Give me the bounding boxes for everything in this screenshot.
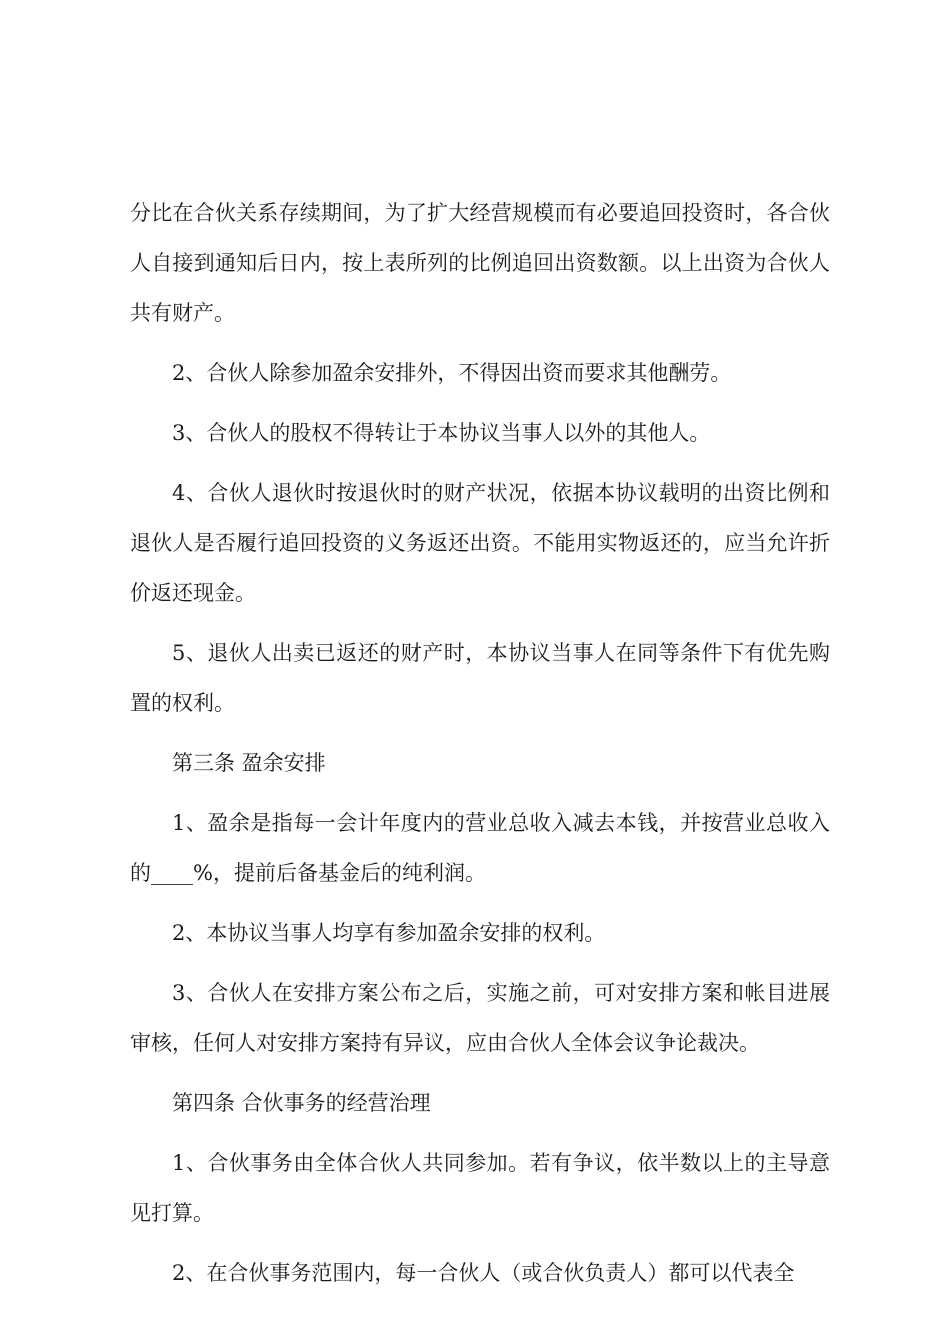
paragraph-item-5: 5、退伙人出卖已返还的财产时，本协议当事人在同等条件下有优先购置的权利。: [130, 641, 830, 715]
document-page: [130, 188, 830, 1308]
paragraph-management-1: 1、合伙事务由全体合伙人共同参加。若有争议，依半数以上的主导意见打算。: [130, 1151, 830, 1225]
article-4-heading: 第四条 合伙事务的经营治理: [172, 1091, 431, 1115]
paragraph-item-3: 3、合伙人的股权不得转让于本协议当事人以外的其他人。: [172, 421, 711, 445]
paragraph-item-4: 4、合伙人退伙时按退伙时的财产状况，依据本协议载明的出资比例和退伙人是否履行追回投资的义务返还出资。不能用实物返还的，应当允许折价返还现金。: [130, 481, 830, 605]
paragraph-item-2: 2、合伙人除参加盈余安排外，不得因出资而要求其他酬劳。: [172, 361, 732, 385]
paragraph-management-2: 2、在合伙事务范围内，每一合伙人（或合伙负责人）都可以代表全: [172, 1261, 795, 1285]
paragraph-surplus-3: 3、合伙人在安排方案公布之后，实施之前，可对安排方案和帐目进展审核，任何人对安排方案持有异议，应由合伙人全体会议争论裁决。: [130, 981, 830, 1055]
paragraph-capital-recall: 分比在合伙关系存续期间，为了扩大经营规模而有必要追回投资时，各合伙人自接到通知后日内，按上表所列的比例追回出资数额。以上出资为合伙人共有财产。: [130, 201, 830, 325]
article-3-heading: 第三条 盈余安排: [172, 751, 326, 775]
paragraph-surplus-1: 1、盈余是指每一会计年度内的营业总收入减去本钱，并按营业总收入的____%，提前后备基金后的纯利润。: [130, 811, 830, 885]
paragraph-surplus-2: 2、本协议当事人均享有参加盈余安排的权利。: [172, 921, 606, 945]
